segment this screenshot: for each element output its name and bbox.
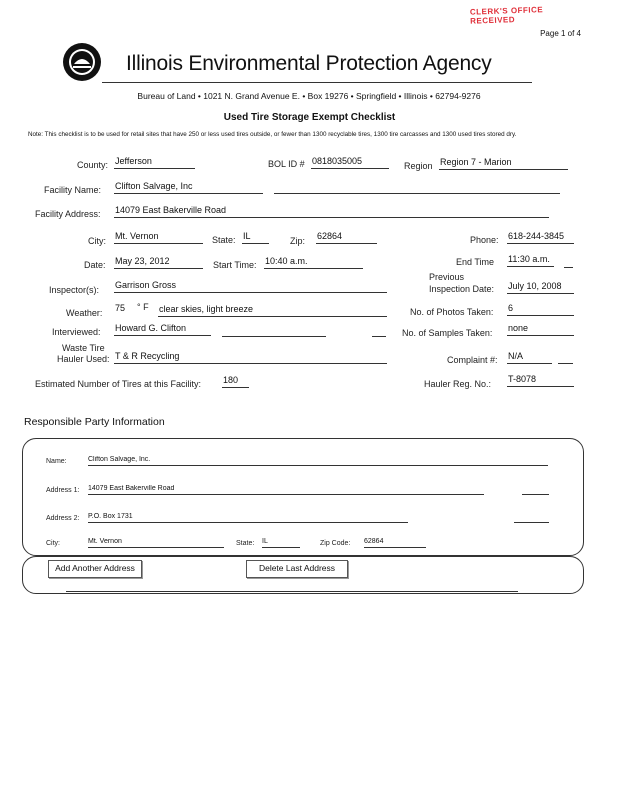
bol-label: BOL ID # <box>268 159 305 169</box>
end-time-label: End Time <box>456 257 495 267</box>
complaint-label: Complaint #: <box>447 355 498 365</box>
rp-name-label: Name: <box>46 458 67 465</box>
hauler-reg-field[interactable]: T-8078 <box>507 374 574 387</box>
rp-address2-extra-line <box>514 522 549 523</box>
inspectors-label: Inspector(s): <box>49 285 100 295</box>
rp-address1-field[interactable]: 14079 East Bakerville Road <box>88 485 484 495</box>
county-field[interactable]: Jefferson <box>114 156 195 169</box>
county-label: County: <box>76 160 108 170</box>
rp-city-field[interactable]: Mt. Vernon <box>88 538 224 548</box>
phone-field[interactable]: 618-244-3845 <box>507 231 574 244</box>
rp-address1-label: Address 1: <box>46 487 80 494</box>
agency-title: Illinois Environmental Protection Agency <box>126 52 492 75</box>
weather-deg-unit: ° F <box>137 302 149 312</box>
state-label: State: <box>212 235 236 245</box>
weather-temp-field[interactable]: 75 <box>115 303 126 313</box>
prev-insp-date-field[interactable]: July 10, 2008 <box>507 281 574 294</box>
date-field[interactable]: May 23, 2012 <box>114 256 203 269</box>
rp-name-field[interactable]: Clifton Salvage, Inc. <box>88 456 548 466</box>
form-note: Note: This checklist is to be used for retail sites that have 250 or less used tires outside, or fewer than 1300 recyclable tires, 1300 tire carcasses and 1300 used tires stored dry. <box>28 131 517 138</box>
date-label: Date: <box>84 260 106 270</box>
facility-name-label: Facility Name: <box>44 185 102 195</box>
region-label: Region <box>404 161 433 171</box>
photos-field[interactable]: 6 <box>507 303 574 316</box>
facility-address-label: Facility Address: <box>35 209 101 219</box>
start-time-field[interactable]: 10:40 a.m. <box>264 256 363 269</box>
agency-address-line: Bureau of Land • 1021 N. Grand Avenue E. • Box 19276 • Springfield • Illinois • 62794-9276 <box>137 91 481 101</box>
page-number: Page 1 of 4 <box>540 29 581 38</box>
end-time-extra-line <box>564 267 573 268</box>
hauler-reg-label: Hauler Reg. No.: <box>424 379 492 389</box>
inspectors-field[interactable]: Garrison Gross <box>114 280 387 293</box>
agency-seal-icon <box>62 42 102 87</box>
rp-address2-label: Address 2: <box>46 515 80 522</box>
rp-state-field[interactable]: IL <box>262 538 300 548</box>
phone-label: Phone: <box>470 235 499 245</box>
rp-city-label: City: <box>46 540 60 547</box>
zip-label: Zip: <box>290 236 306 246</box>
header-rule <box>102 82 532 83</box>
weather-field[interactable]: clear skies, light breeze <box>158 304 387 317</box>
interviewed-extra-line-1 <box>222 336 326 337</box>
rp-zip-label: Zip Code: <box>320 540 351 547</box>
prev-insp-label-1: Previous <box>429 272 465 282</box>
interviewed-field[interactable]: Howard G. Clifton <box>114 323 211 336</box>
state-field[interactable]: IL <box>242 231 269 244</box>
samples-label: No. of Samples Taken: <box>402 328 493 338</box>
rp-zip-field[interactable]: 62864 <box>364 538 426 548</box>
hauler-label-1: Waste Tire <box>62 343 105 353</box>
zip-field[interactable]: 62864 <box>316 231 377 244</box>
responsible-party-heading: Responsible Party Information <box>24 416 165 428</box>
facility-address-field[interactable]: 14079 East Bakerville Road <box>114 205 549 218</box>
hauler-field[interactable]: T & R Recycling <box>114 351 387 364</box>
est-tires-field[interactable]: 180 <box>222 375 249 388</box>
received-stamp <box>470 4 567 25</box>
samples-field[interactable]: none <box>507 323 574 336</box>
interviewed-label: Interviewed: <box>52 327 101 337</box>
city-label: City: <box>88 236 106 246</box>
region-field[interactable]: Region 7 - Marion <box>439 157 568 170</box>
start-time-label: Start Time: <box>213 260 257 270</box>
rp-address1-extra-line <box>522 494 549 495</box>
prev-insp-label-2: Inspection Date: <box>429 284 495 294</box>
received-stamp-text: CLERK'S OFFICE RECEIVED <box>469 5 544 26</box>
facility-name-field[interactable]: Clifton Salvage, Inc <box>114 181 263 194</box>
rp-address2-field[interactable]: P.O. Box 1731 <box>88 513 408 523</box>
bol-id-field[interactable]: 0818035005 <box>311 156 389 169</box>
weather-label: Weather: <box>66 308 103 318</box>
add-address-button[interactable]: Add Another Address <box>48 560 142 578</box>
hauler-label-2: Hauler Used: <box>57 354 110 364</box>
interviewed-extra-line-2 <box>372 336 386 337</box>
address-actions-line <box>66 591 518 592</box>
delete-address-button[interactable]: Delete Last Address <box>246 560 348 578</box>
end-time-field[interactable]: 11:30 a.m. <box>507 254 554 267</box>
form-title: Used Tire Storage Exempt Checklist <box>223 112 396 123</box>
complaint-extra-line <box>558 363 573 364</box>
photos-label: No. of Photos Taken: <box>410 307 494 317</box>
est-tires-label: Estimated Number of Tires at this Facility: <box>35 379 202 389</box>
complaint-field[interactable]: N/A <box>507 351 552 364</box>
rp-state-label: State: <box>236 540 255 547</box>
facility-name-extra-line <box>274 193 560 194</box>
city-field[interactable]: Mt. Vernon <box>114 231 203 244</box>
